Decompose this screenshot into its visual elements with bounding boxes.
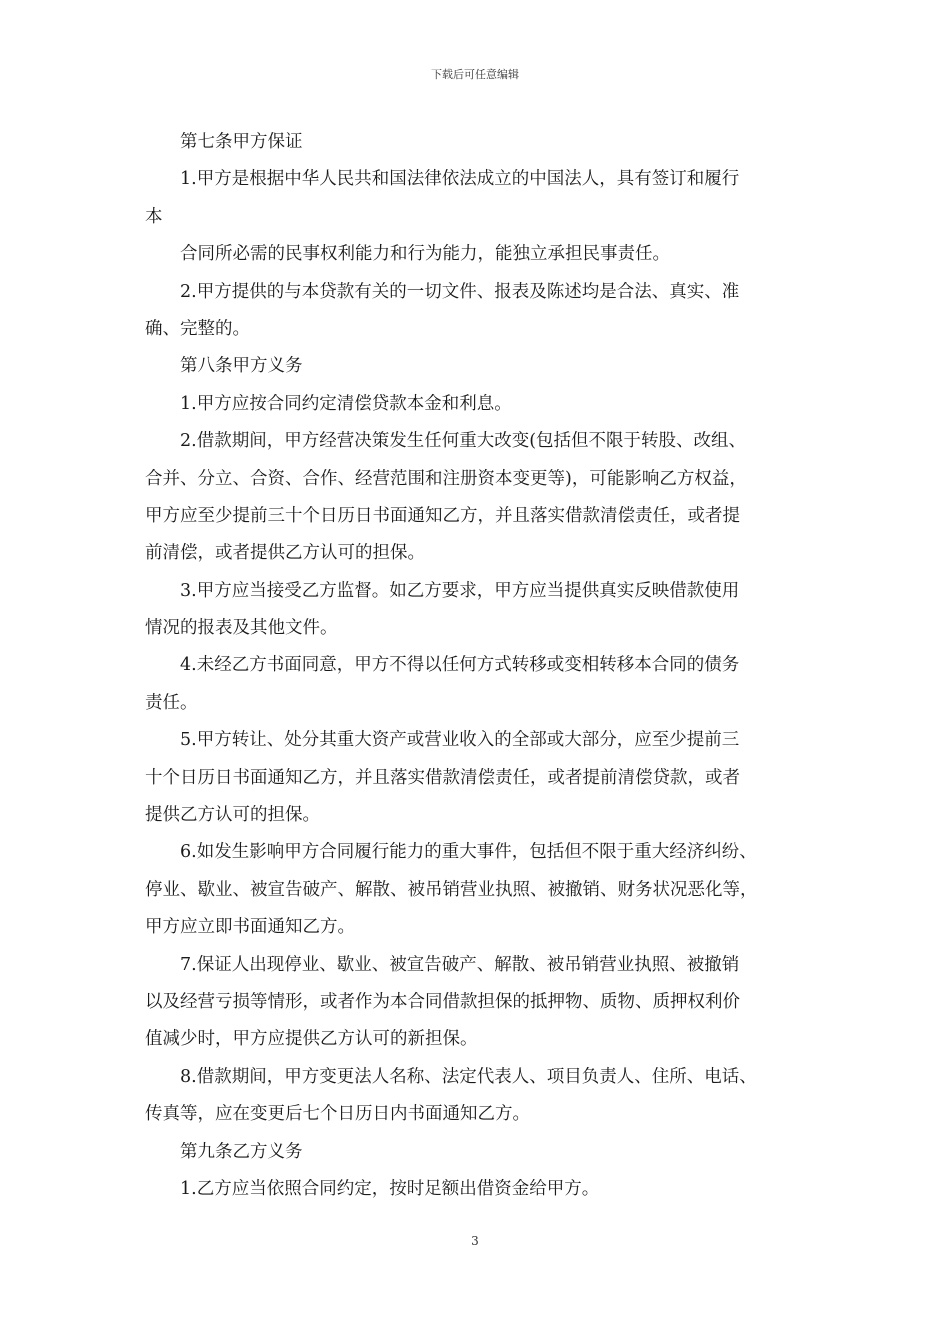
text-line: 2.借款期间，甲方经营决策发生任何重大改变(包括但不限于转股、改组、	[180, 431, 747, 452]
text-line: 第七条甲方保证	[180, 132, 303, 152]
page-header: 下载后可任意编辑	[431, 68, 519, 81]
text-line: 本	[145, 206, 163, 227]
text-line: 第九条乙方义务	[180, 1141, 303, 1162]
text-line: 甲方应立即书面通知乙方。	[145, 917, 355, 938]
text-line: 停业、歇业、被宣告破产、解散、被吊销营业执照、被撤销、财务状况恶化等，	[145, 879, 758, 900]
text-line: 8.借款期间，甲方变更法人名称、法定代表人、项目负责人、住所、电话、	[180, 1066, 757, 1087]
text-line: 2.甲方提供的与本贷款有关的一切文件、报表及陈述均是合法、真实、准	[180, 281, 740, 302]
text-line: 前清偿，或者提供乙方认可的担保。	[145, 543, 425, 564]
text-line: 责任。	[145, 692, 198, 713]
document-body	[145, 124, 810, 1208]
text-line: 确、完整的。	[145, 318, 250, 339]
text-line: 十个日历日书面通知乙方，并且落实借款清偿责任，或者提前清偿贷款，或者	[145, 767, 740, 788]
text-line: 1.乙方应当依照合同约定，按时足额出借资金给甲方。	[180, 1178, 600, 1199]
text-line: 甲方应至少提前三十个日历日书面通知乙方，并且落实借款清偿责任，或者提	[145, 505, 740, 526]
text-line: 7.保证人出现停业、歇业、被宣告破产、解散、被吊销营业执照、被撤销	[180, 954, 740, 975]
text-line: 4.未经乙方书面同意，甲方不得以任何方式转移或变相转移本合同的债务	[180, 655, 740, 676]
page-number: 3	[471, 1234, 479, 1248]
text-line: 传真等，应在变更后七个日历日内书面通知乙方。	[145, 1104, 530, 1125]
text-line: 1.甲方应按合同约定清偿贷款本金和利息。	[180, 393, 512, 414]
text-line: 1.甲方是根据中华人民共和国法律依法成立的中国法人，具有签订和履行	[180, 169, 740, 190]
text-line: 3.甲方应当接受乙方监督。如乙方要求，甲方应当提供真实反映借款使用	[180, 580, 740, 601]
text-line: 以及经营亏损等情形，或者作为本合同借款担保的抵押物、质物、质押权利价	[145, 991, 740, 1012]
text-line: 第八条甲方义务	[180, 356, 303, 377]
text-line: 情况的报表及其他文件。	[145, 618, 338, 639]
text-line: 提供乙方认可的担保。	[145, 805, 320, 826]
text-line: 值减少时，甲方应提供乙方认可的新担保。	[145, 1029, 478, 1050]
text-line: 合并、分立、合资、合作、经营范围和注册资本变更等)，可能影响乙方权益，	[145, 468, 747, 489]
text-line: 6.如发生影响甲方合同履行能力的重大事件，包括但不限于重大经济纠纷、	[180, 842, 757, 863]
text-line: 5.甲方转让、处分其重大资产或营业收入的全部或大部分，应至少提前三	[180, 730, 740, 751]
text-line: 合同所必需的民事权利能力和行为能力，能独立承担民事责任。	[180, 244, 670, 265]
